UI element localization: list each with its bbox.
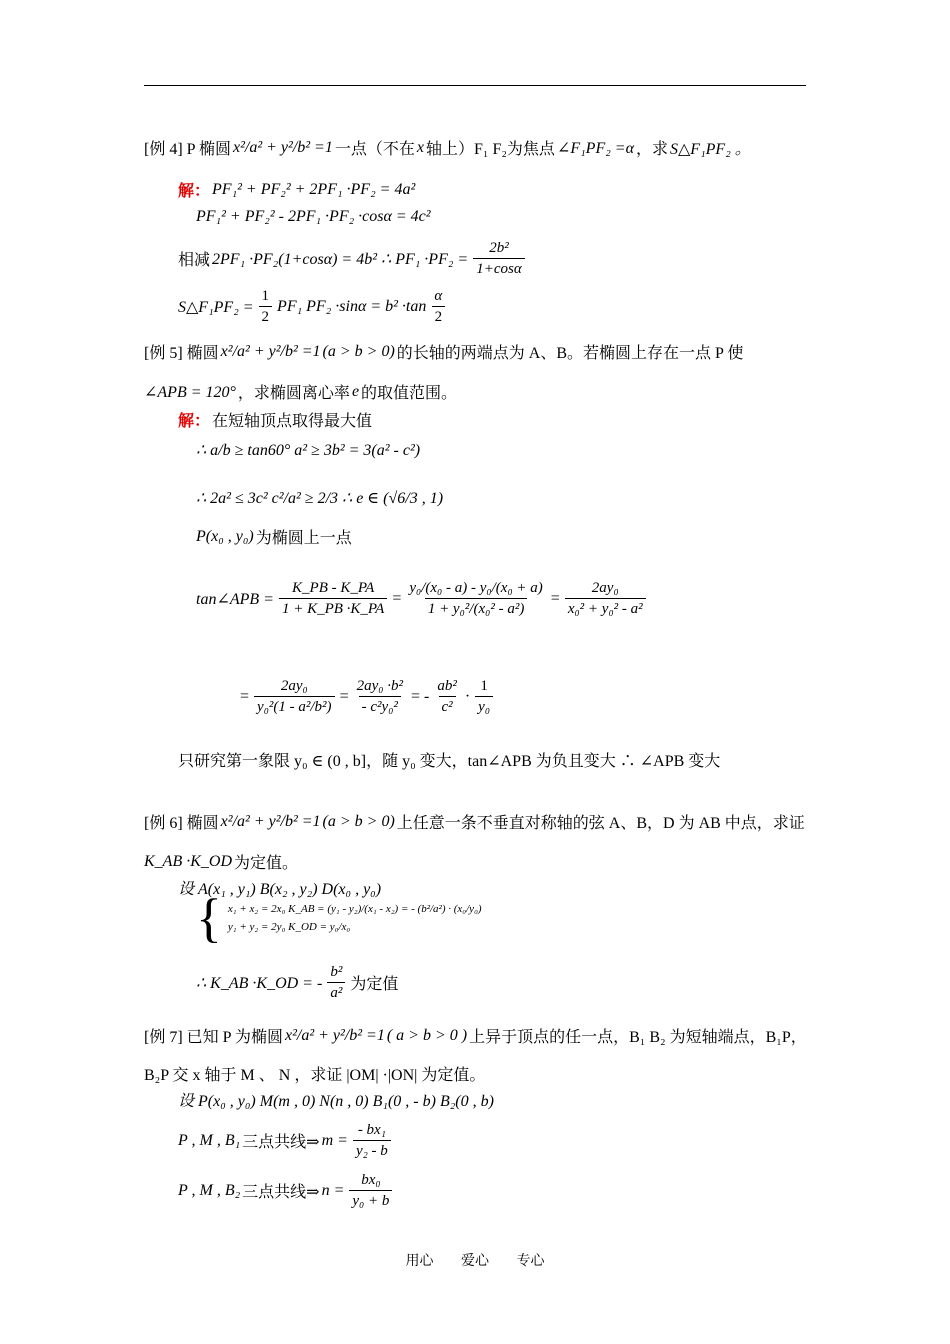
ex7-c1-points: P , M , B₁ bbox=[178, 1131, 241, 1149]
ex6-sys-row2: y₁ + y₂ = 2y₀ K_OD = y₀/x₀ bbox=[227, 921, 351, 933]
ex5-eq2-frac2 bbox=[354, 676, 406, 717]
ex4-angle: ∠F₁PF₂ =α bbox=[556, 139, 634, 157]
ex5-point-text: 为椭圆上一点 bbox=[255, 530, 352, 547]
ex7-c2-den: y₀ + b bbox=[349, 1190, 392, 1211]
ex7-c1-frac bbox=[353, 1120, 391, 1161]
ex6-set-text: 设 A(x₁ , y₁) B(x₂ , y₂) D(x₀ , y₀) bbox=[178, 881, 382, 898]
ex7-text2: B₂P 交 x 轴于 M 、 N ，求证 |OM| ·|ON| 为定值。 bbox=[144, 1067, 486, 1084]
ex4-target: S△F₁PF₂ 。 bbox=[670, 141, 751, 158]
ex7-set bbox=[178, 1088, 494, 1111]
ex4-x-axis: x bbox=[416, 138, 424, 156]
ex4-sol-line2 bbox=[196, 208, 431, 226]
ex5-text3: 的取值范围。 bbox=[361, 385, 458, 402]
ex5-eq2-frac1-den: y₀²(1 - a²/b²) bbox=[254, 696, 335, 717]
ex4-sol-line3 bbox=[178, 238, 528, 279]
header-rule bbox=[144, 85, 806, 86]
ex4-eq3: 2PF₁ ·PF₂(1+cosα) = 4b² ∴ PF₁ ·PF₂ = bbox=[212, 250, 469, 268]
ex6-head: [例 6] 椭圆 bbox=[144, 815, 219, 832]
ex5-eq2-frac2-num: 2ay₀ ·b² bbox=[356, 678, 403, 694]
ex4-frac3-num: α bbox=[434, 288, 443, 304]
ex5-sol-head bbox=[178, 408, 372, 431]
ex5-solution-label: 解： bbox=[178, 413, 211, 430]
ex5-tan-frac2-den: 1 + y₀²/(x₀² - a²) bbox=[425, 598, 528, 619]
ex5-eq-sign2: = bbox=[550, 589, 560, 607]
ex7-c2-num: bx₀ bbox=[361, 1172, 381, 1188]
ex6-conclusion bbox=[196, 962, 398, 1003]
ex7-c1-num: - bx₁ bbox=[357, 1122, 386, 1138]
ex4-subtract-label: 相减 bbox=[178, 252, 211, 269]
ex7-statement-2 bbox=[144, 1062, 485, 1085]
ex7-c2-text: 三点共线⇒ bbox=[242, 1184, 320, 1201]
ex4-frac1-den: 1+cosα bbox=[473, 258, 525, 279]
ex4-eq4: PF₁ PF₂ ·sinα = b² ·tan bbox=[277, 297, 427, 315]
ex6-concl-num: b² bbox=[330, 964, 343, 980]
ex4-text1: 一点（不在 bbox=[334, 141, 415, 158]
ex5-solution-text: 在短轴顶点取得最大值 bbox=[212, 413, 373, 430]
ex5-eq2-frac2-den: - c²y₀² bbox=[359, 696, 401, 717]
ex5-tan-frac1 bbox=[279, 578, 387, 619]
ex5-eq2-line bbox=[240, 676, 496, 717]
ex5-tan-frac3-num: 2ay₀ bbox=[591, 580, 619, 596]
ex6-kab-kod: K_AB ·K_OD bbox=[144, 852, 232, 870]
ex5-s2 bbox=[196, 488, 443, 508]
ex4-frac2-num: 1 bbox=[261, 288, 270, 304]
ex7-text1: 上异于顶点的任一点，B₁ B₂ 为短轴端点，B₁P， bbox=[469, 1029, 807, 1046]
ex5-step2: ∴ 2a² ≤ 3c² c²/a² ≥ 2/3 ∴ e ∈ (√6/3 , 1) bbox=[196, 490, 444, 507]
ex5-tan-frac3 bbox=[565, 578, 646, 619]
ex5-tan-frac1-den: 1 + K_PB ·K_PA bbox=[279, 598, 387, 619]
ex4-frac1 bbox=[473, 238, 525, 279]
ex6-statement bbox=[144, 810, 805, 833]
ex4-text3: ，求 bbox=[635, 141, 668, 158]
ex4-eq1: PF₁² + PF₂² + 2PF₁ ·PF₂ = 4a² bbox=[212, 180, 416, 198]
ex6-concl-frac bbox=[327, 962, 345, 1003]
ex6-statement-2 bbox=[144, 850, 298, 873]
ex5-tan-frac3-den: x₀² + y₀² - a² bbox=[565, 598, 646, 619]
ex5-tan-frac1-num: K_PB - K_PA bbox=[292, 580, 375, 596]
ex6-equation: x²/a² + y²/b² =1 bbox=[220, 812, 321, 830]
ex5-s1 bbox=[196, 440, 420, 460]
ex4-statement bbox=[144, 136, 751, 159]
ex6-concl-den: a² bbox=[327, 982, 345, 1003]
ex5-equation: x²/a² + y²/b² =1 bbox=[220, 342, 321, 360]
ex6-condition: (a > b > 0) bbox=[322, 812, 395, 830]
ex5-eq-sign3: = bbox=[240, 687, 250, 705]
ex7-c1-den: y₂ - b bbox=[353, 1140, 391, 1161]
ex5-tan-line bbox=[196, 578, 649, 619]
ex7-c1-m: m = bbox=[321, 1131, 348, 1149]
ex5-tan-label: tan∠APB = bbox=[196, 590, 274, 608]
ex5-step1: ∴ a/b ≥ tan60° a² ≥ 3b² = 3(a² - c²) bbox=[196, 442, 421, 459]
ex5-condition: (a > b > 0) bbox=[322, 342, 395, 360]
ex5-eq2-frac4-num: 1 bbox=[480, 678, 488, 694]
ex6-concl-eq: ∴ K_AB ·K_OD = - bbox=[196, 974, 323, 992]
ex7-c2-points: P , M , B₂ bbox=[178, 1181, 241, 1199]
ex5-eq-sign5: = - bbox=[410, 687, 430, 705]
ex5-eq2-frac3-den: c² bbox=[439, 696, 456, 717]
ex7-statement bbox=[144, 1024, 807, 1047]
ex5-s3 bbox=[196, 525, 352, 548]
ex5-eq2-frac4-den: y₀ bbox=[475, 696, 493, 717]
page-footer: 用心 爱心 专心 bbox=[405, 1254, 545, 1269]
ex5-angle: ∠APB = 120° bbox=[144, 383, 236, 401]
ex4-equation: x²/a² + y²/b² =1 bbox=[232, 138, 333, 156]
ex5-eq2-frac3 bbox=[434, 676, 460, 717]
ex5-head: [例 5] 椭圆 bbox=[144, 345, 219, 362]
ex4-area-label: S△F₁PF₂ = bbox=[178, 298, 254, 316]
ex7-collinear2 bbox=[178, 1170, 395, 1211]
ex7-equation: x²/a² + y²/b² =1 bbox=[284, 1026, 385, 1044]
ex4-frac2-den: 2 bbox=[259, 306, 273, 327]
ex5-tan-frac2 bbox=[406, 578, 545, 619]
ex7-head: [例 7] 已知 P 为椭圆 bbox=[144, 1029, 283, 1046]
ex4-frac1-num: 2b² bbox=[489, 240, 509, 256]
ex5-eq2-frac1 bbox=[254, 676, 335, 717]
ex7-c2-frac bbox=[349, 1170, 392, 1211]
ex5-text2: ，求椭圆离心率 bbox=[237, 385, 350, 402]
ex5-tan-frac2-num: y₀/(x₀ - a) - y₀/(x₀ + a) bbox=[409, 580, 543, 596]
ex6-sys-row1: x₁ + x₂ = 2x₀ K_AB = (y₁ - y₂)/(x₁ - x₂) = - (b²/a²) · (x₀/y₀) bbox=[227, 903, 482, 915]
ex5-eq2-frac3-num: ab² bbox=[437, 678, 457, 694]
ex7-collinear1 bbox=[178, 1120, 394, 1161]
ex5-e: e bbox=[351, 382, 360, 400]
ex5-conclusion: 只研究第一象限 y₀ ∈ (0 , b]，随 y₀ 变大，tan∠APB 为负且变大 ∴ ∠APB 变大 bbox=[178, 753, 721, 770]
ex4-eq2: PF₁² + PF₂² - 2PF₁ ·PF₂ ·cosα = 4c² bbox=[196, 208, 431, 225]
ex7-c1-text: 三点共线⇒ bbox=[242, 1134, 320, 1151]
ex6-text2: 为定值。 bbox=[234, 855, 299, 872]
ex5-eq-sign1: = bbox=[392, 589, 402, 607]
ex5-last bbox=[178, 748, 720, 771]
ex6-brace: { bbox=[196, 888, 222, 948]
ex4-sol-line4 bbox=[178, 286, 448, 327]
ex5-statement-2 bbox=[144, 380, 457, 403]
ex5-eq-sign4: = bbox=[339, 687, 349, 705]
ex5-point-p: P(x₀ , y₀) bbox=[196, 527, 254, 545]
ex4-frac2 bbox=[259, 286, 273, 327]
ex6-text1: 上任意一条不垂直对称轴的弦 A、B，D 为 AB 中点，求证 bbox=[396, 815, 805, 832]
ex6-concl-text: 为定值 bbox=[350, 976, 399, 993]
ex5-dot: · bbox=[464, 687, 471, 705]
ex4-sol-line1 bbox=[178, 178, 415, 201]
ex7-set-text: 设 P(x₀ , y₀) M(m , 0) N(n , 0) B₁(0 , - b) B₂(0 , b) bbox=[178, 1093, 494, 1110]
ex4-text2: 轴上）F₁ F₂为焦点 bbox=[425, 141, 555, 158]
ex5-eq2-frac4 bbox=[475, 676, 493, 717]
ex4-head: [例 4] P 椭圆 bbox=[144, 141, 231, 158]
ex4-frac3 bbox=[431, 286, 445, 327]
ex4-frac3-den: 2 bbox=[432, 306, 446, 327]
ex7-c2-n: n = bbox=[321, 1181, 345, 1199]
ex7-condition: ( a > b > 0 ) bbox=[386, 1026, 468, 1044]
ex5-text1: 的长轴的两端点为 A、B。若椭圆上存在一点 P 使 bbox=[396, 345, 744, 362]
ex5-statement bbox=[144, 340, 743, 363]
ex5-eq2-frac1-num: 2ay₀ bbox=[280, 678, 308, 694]
ex4-solution-label: 解： bbox=[178, 183, 211, 200]
